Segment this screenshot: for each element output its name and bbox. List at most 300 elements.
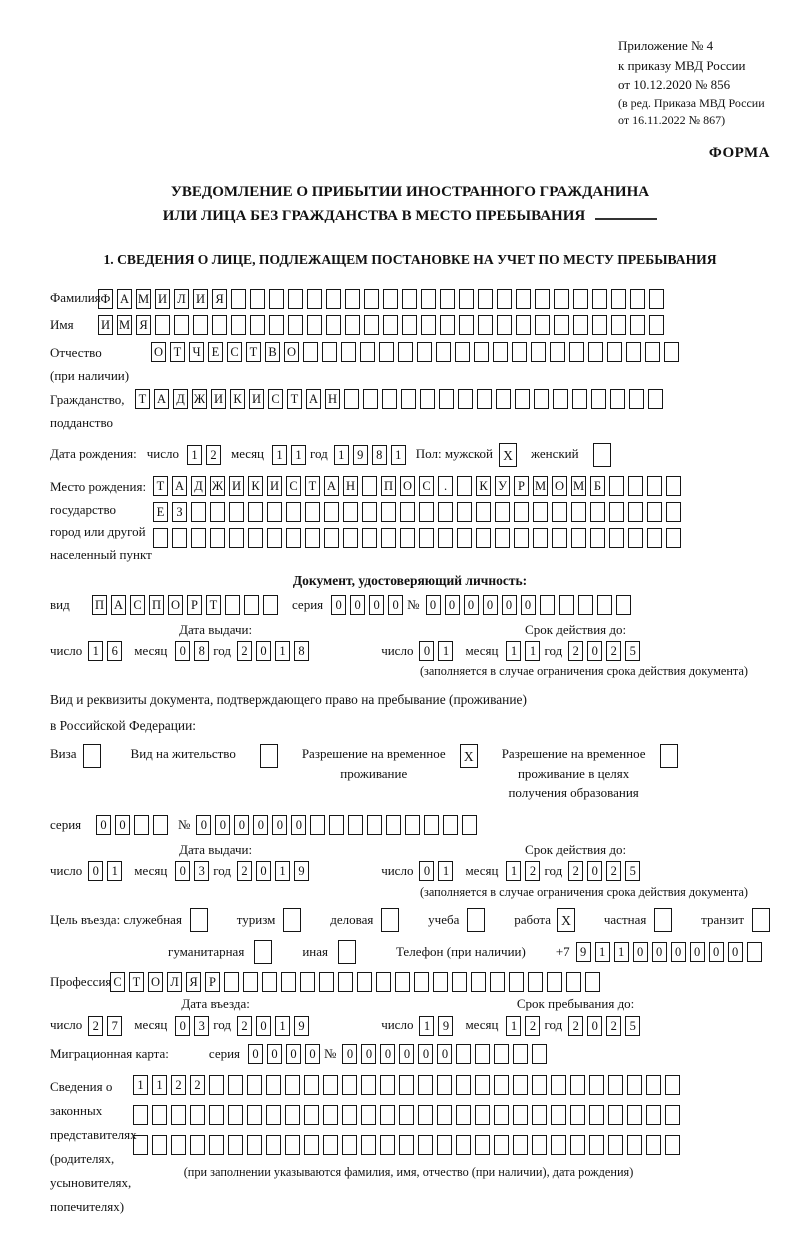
char-cell[interactable] [570,1135,585,1155]
char-cell[interactable]: 0 [419,641,434,661]
char-cell[interactable] [300,972,315,992]
char-cell[interactable] [342,1075,357,1095]
char-cell[interactable]: 0 [88,861,103,881]
char-cell[interactable] [247,1135,262,1155]
char-cell[interactable]: У [495,476,510,496]
char-cell[interactable]: 0 [350,595,365,615]
char-cell[interactable] [248,528,263,548]
char-cell[interactable]: О [552,476,567,496]
char-cell[interactable] [285,1075,300,1095]
char-cell[interactable] [456,1135,471,1155]
char-cell[interactable]: 0 [419,861,434,881]
char-cell[interactable] [439,389,454,409]
char-cell[interactable] [357,972,372,992]
char-cell[interactable]: 0 [256,641,271,661]
char-cell[interactable] [478,315,493,335]
char-cell[interactable] [285,1135,300,1155]
char-cell[interactable]: 0 [272,815,287,835]
char-cell[interactable]: 3 [194,1016,209,1036]
char-cell[interactable]: Ф [98,289,113,309]
char-cell[interactable] [381,528,396,548]
char-cell[interactable]: Ж [210,476,225,496]
char-cell[interactable]: 1 [133,1075,148,1095]
char-cell[interactable] [456,1044,471,1064]
char-cell[interactable] [362,528,377,548]
char-cell[interactable]: Р [205,972,220,992]
char-cell[interactable]: 8 [194,641,209,661]
char-cell[interactable] [383,315,398,335]
char-cell[interactable] [578,595,593,615]
char-cell[interactable]: 0 [291,815,306,835]
char-cell[interactable] [243,972,258,992]
char-cell[interactable] [494,1075,509,1095]
char-cell[interactable] [402,315,417,335]
char-cell[interactable] [263,595,278,615]
char-cell[interactable] [225,595,240,615]
char-cell[interactable] [343,528,358,548]
char-cell[interactable]: Т [135,389,150,409]
char-cell[interactable]: 9 [294,861,309,881]
char-cell[interactable] [210,528,225,548]
char-cell[interactable]: 1 [595,942,610,962]
char-cell[interactable]: А [111,595,126,615]
char-cell[interactable]: М [533,476,548,496]
char-cell[interactable] [647,528,662,548]
char-cell[interactable] [443,815,458,835]
char-cell[interactable]: 6 [107,641,122,661]
char-cell[interactable] [592,315,607,335]
char-cell[interactable] [590,528,605,548]
char-cell[interactable]: 3 [194,861,209,881]
char-cell[interactable]: Т [206,595,221,615]
char-cell[interactable] [267,528,282,548]
char-cell[interactable] [342,1105,357,1125]
char-cell[interactable] [210,502,225,522]
char-cell[interactable] [496,389,511,409]
char-cell[interactable] [438,502,453,522]
char-cell[interactable]: Е [208,342,223,362]
char-cell[interactable] [597,595,612,615]
char-cell[interactable] [747,942,762,962]
char-cell[interactable]: 0 [369,595,384,615]
char-cell[interactable] [475,1135,490,1155]
char-cell[interactable] [585,972,600,992]
char-cell[interactable] [573,315,588,335]
char-cell[interactable]: П [92,595,107,615]
char-cell[interactable] [609,502,624,522]
char-cell[interactable] [229,502,244,522]
char-cell[interactable]: Т [170,342,185,362]
char-cell[interactable]: 9 [576,942,591,962]
char-cell[interactable]: Л [167,972,182,992]
char-cell[interactable]: 0 [196,815,211,835]
char-cell[interactable] [363,389,378,409]
char-cell[interactable]: М [117,315,132,335]
char-cell[interactable] [627,1135,642,1155]
char-cell[interactable] [571,502,586,522]
char-cell[interactable] [424,815,439,835]
char-cell[interactable]: 0 [399,1044,414,1064]
char-cell[interactable] [547,972,562,992]
char-cell[interactable]: 2 [525,1016,540,1036]
char-cell[interactable]: О [148,972,163,992]
char-cell[interactable] [534,389,549,409]
char-cell[interactable]: 1 [187,445,202,465]
char-cell[interactable]: И [155,289,170,309]
char-cell[interactable]: Д [173,389,188,409]
char-cell[interactable]: С [227,342,242,362]
char-cell[interactable] [535,315,550,335]
char-cell[interactable] [497,289,512,309]
purpose-work-checkbox[interactable]: X [557,908,575,932]
char-cell[interactable] [494,1044,509,1064]
char-cell[interactable]: О [168,595,183,615]
char-cell[interactable] [559,595,574,615]
char-cell[interactable]: Т [129,972,144,992]
char-cell[interactable] [440,289,455,309]
char-cell[interactable] [608,1135,623,1155]
purpose-business-checkbox[interactable] [381,908,399,932]
char-cell[interactable] [570,1105,585,1125]
char-cell[interactable] [229,528,244,548]
char-cell[interactable] [666,528,681,548]
char-cell[interactable]: 1 [152,1075,167,1095]
char-cell[interactable] [380,1105,395,1125]
char-cell[interactable] [303,342,318,362]
char-cell[interactable] [266,1135,281,1155]
char-cell[interactable] [569,342,584,362]
purpose-study-checkbox[interactable] [467,908,485,932]
char-cell[interactable] [133,1135,148,1155]
char-cell[interactable] [512,342,527,362]
char-cell[interactable]: 2 [525,861,540,881]
char-cell[interactable] [457,502,472,522]
char-cell[interactable] [286,502,301,522]
char-cell[interactable] [665,1075,680,1095]
char-cell[interactable]: Ж [192,389,207,409]
char-cell[interactable]: 2 [237,1016,252,1036]
char-cell[interactable]: 9 [294,1016,309,1036]
char-cell[interactable] [458,389,473,409]
char-cell[interactable] [380,1135,395,1155]
char-cell[interactable] [362,502,377,522]
char-cell[interactable]: 0 [728,942,743,962]
char-cell[interactable]: 2 [568,641,583,661]
char-cell[interactable] [376,972,391,992]
char-cell[interactable] [478,289,493,309]
sex-male-checkbox[interactable]: X [499,443,517,467]
char-cell[interactable] [629,389,644,409]
char-cell[interactable] [456,1075,471,1095]
char-cell[interactable] [528,972,543,992]
char-cell[interactable] [554,315,569,335]
char-cell[interactable] [665,1105,680,1125]
edu-residence-checkbox[interactable] [660,744,678,768]
char-cell[interactable]: 0 [521,595,536,615]
char-cell[interactable] [532,1105,547,1125]
char-cell[interactable] [417,342,432,362]
char-cell[interactable] [457,476,472,496]
char-cell[interactable]: 2 [568,861,583,881]
char-cell[interactable] [343,502,358,522]
char-cell[interactable] [592,289,607,309]
char-cell[interactable] [361,1135,376,1155]
char-cell[interactable] [437,1075,452,1095]
char-cell[interactable]: А [324,476,339,496]
char-cell[interactable]: 0 [633,942,648,962]
char-cell[interactable] [344,389,359,409]
purpose-other-checkbox[interactable] [338,940,356,964]
char-cell[interactable] [666,502,681,522]
char-cell[interactable]: 2 [606,1016,621,1036]
char-cell[interactable]: 1 [291,445,306,465]
char-cell[interactable] [304,1075,319,1095]
char-cell[interactable] [361,1105,376,1125]
char-cell[interactable]: О [400,476,415,496]
char-cell[interactable] [380,1075,395,1095]
purpose-official-checkbox[interactable] [190,908,208,932]
char-cell[interactable] [247,1075,262,1095]
char-cell[interactable] [421,289,436,309]
char-cell[interactable]: 0 [286,1044,301,1064]
char-cell[interactable] [588,342,603,362]
purpose-transit-checkbox[interactable] [752,908,770,932]
char-cell[interactable] [573,289,588,309]
char-cell[interactable] [341,342,356,362]
char-cell[interactable] [228,1105,243,1125]
char-cell[interactable]: С [110,972,125,992]
char-cell[interactable]: 9 [353,445,368,465]
char-cell[interactable]: Я [186,972,201,992]
char-cell[interactable] [171,1135,186,1155]
char-cell[interactable]: 0 [464,595,479,615]
char-cell[interactable] [455,342,470,362]
char-cell[interactable] [552,528,567,548]
char-cell[interactable]: 2 [606,641,621,661]
char-cell[interactable] [420,389,435,409]
char-cell[interactable] [155,315,170,335]
char-cell[interactable] [494,1135,509,1155]
char-cell[interactable]: 0 [96,815,111,835]
char-cell[interactable] [608,1105,623,1125]
char-cell[interactable] [367,815,382,835]
char-cell[interactable] [535,289,550,309]
char-cell[interactable] [533,528,548,548]
char-cell[interactable] [133,1105,148,1125]
char-cell[interactable] [190,1135,205,1155]
char-cell[interactable]: 0 [380,1044,395,1064]
char-cell[interactable]: Т [153,476,168,496]
char-cell[interactable]: С [286,476,301,496]
char-cell[interactable]: З [172,502,187,522]
char-cell[interactable] [228,1075,243,1095]
char-cell[interactable]: 0 [418,1044,433,1064]
char-cell[interactable]: Т [305,476,320,496]
char-cell[interactable] [646,1075,661,1095]
char-cell[interactable] [648,389,663,409]
char-cell[interactable] [193,315,208,335]
char-cell[interactable]: 1 [438,641,453,661]
char-cell[interactable]: 0 [361,1044,376,1064]
char-cell[interactable] [589,1075,604,1095]
char-cell[interactable] [513,1135,528,1155]
char-cell[interactable]: 0 [342,1044,357,1064]
char-cell[interactable] [386,815,401,835]
char-cell[interactable] [433,972,448,992]
purpose-tourism-checkbox[interactable] [283,908,301,932]
char-cell[interactable]: 1 [419,1016,434,1036]
temp-residence-checkbox[interactable]: X [460,744,478,768]
char-cell[interactable] [250,315,265,335]
char-cell[interactable] [646,1105,661,1125]
char-cell[interactable] [665,1135,680,1155]
char-cell[interactable] [228,1135,243,1155]
char-cell[interactable] [516,289,531,309]
char-cell[interactable]: Ч [189,342,204,362]
char-cell[interactable]: И [193,289,208,309]
char-cell[interactable] [171,1105,186,1125]
char-cell[interactable] [630,289,645,309]
char-cell[interactable] [323,1135,338,1155]
char-cell[interactable] [609,476,624,496]
char-cell[interactable] [383,289,398,309]
visa-checkbox[interactable] [83,744,101,768]
char-cell[interactable]: 0 [175,1016,190,1036]
char-cell[interactable] [566,972,581,992]
char-cell[interactable] [402,289,417,309]
char-cell[interactable] [324,502,339,522]
char-cell[interactable] [554,289,569,309]
char-cell[interactable]: О [151,342,166,362]
char-cell[interactable] [514,502,529,522]
char-cell[interactable]: 8 [372,445,387,465]
char-cell[interactable]: 5 [625,1016,640,1036]
char-cell[interactable] [224,972,239,992]
char-cell[interactable]: В [265,342,280,362]
char-cell[interactable] [533,502,548,522]
char-cell[interactable] [474,342,489,362]
char-cell[interactable] [459,315,474,335]
char-cell[interactable] [452,972,467,992]
char-cell[interactable] [304,1105,319,1125]
char-cell[interactable]: 2 [171,1075,186,1095]
char-cell[interactable] [191,502,206,522]
char-cell[interactable] [630,315,645,335]
char-cell[interactable]: 0 [709,942,724,962]
char-cell[interactable] [345,289,360,309]
char-cell[interactable]: 0 [587,1016,602,1036]
char-cell[interactable] [628,528,643,548]
char-cell[interactable] [231,315,246,335]
char-cell[interactable] [319,972,334,992]
char-cell[interactable]: А [306,389,321,409]
char-cell[interactable]: 9 [438,1016,453,1036]
char-cell[interactable]: 1 [506,641,521,661]
char-cell[interactable] [516,315,531,335]
char-cell[interactable] [628,476,643,496]
char-cell[interactable] [589,1105,604,1125]
char-cell[interactable]: 0 [690,942,705,962]
char-cell[interactable] [513,1105,528,1125]
char-cell[interactable] [399,1075,414,1095]
char-cell[interactable] [266,1075,281,1095]
char-cell[interactable] [590,502,605,522]
char-cell[interactable]: И [98,315,113,335]
char-cell[interactable]: 0 [445,595,460,615]
char-cell[interactable] [437,1135,452,1155]
char-cell[interactable]: 5 [625,641,640,661]
char-cell[interactable] [209,1075,224,1095]
char-cell[interactable] [609,528,624,548]
char-cell[interactable] [551,1075,566,1095]
char-cell[interactable] [172,528,187,548]
char-cell[interactable] [262,972,277,992]
char-cell[interactable]: 1 [275,1016,290,1036]
char-cell[interactable] [288,315,303,335]
char-cell[interactable] [269,315,284,335]
char-cell[interactable]: 8 [294,641,309,661]
char-cell[interactable]: 5 [625,861,640,881]
char-cell[interactable]: Я [136,315,151,335]
char-cell[interactable] [323,1105,338,1125]
char-cell[interactable]: 2 [568,1016,583,1036]
char-cell[interactable] [401,389,416,409]
char-cell[interactable] [456,1105,471,1125]
char-cell[interactable] [418,1105,433,1125]
char-cell[interactable] [153,815,168,835]
char-cell[interactable] [514,528,529,548]
char-cell[interactable]: 0 [234,815,249,835]
char-cell[interactable] [515,389,530,409]
char-cell[interactable] [250,289,265,309]
char-cell[interactable] [379,342,394,362]
char-cell[interactable] [490,972,505,992]
char-cell[interactable] [361,1075,376,1095]
char-cell[interactable]: 2 [206,445,221,465]
char-cell[interactable]: Р [514,476,529,496]
char-cell[interactable] [267,502,282,522]
char-cell[interactable]: Р [187,595,202,615]
char-cell[interactable] [476,502,491,522]
residence-permit-checkbox[interactable] [260,744,278,768]
char-cell[interactable] [382,389,397,409]
char-cell[interactable]: И [249,389,264,409]
char-cell[interactable] [626,342,641,362]
char-cell[interactable] [381,502,396,522]
char-cell[interactable]: Я [212,289,227,309]
char-cell[interactable] [664,342,679,362]
char-cell[interactable] [647,502,662,522]
char-cell[interactable]: 2 [237,641,252,661]
char-cell[interactable]: 0 [671,942,686,962]
char-cell[interactable] [551,1105,566,1125]
char-cell[interactable] [285,1105,300,1125]
char-cell[interactable] [589,1135,604,1155]
char-cell[interactable] [462,815,477,835]
char-cell[interactable]: 2 [237,861,252,881]
char-cell[interactable] [440,315,455,335]
char-cell[interactable] [607,342,622,362]
char-cell[interactable] [286,528,301,548]
char-cell[interactable]: П [381,476,396,496]
char-cell[interactable] [649,315,664,335]
char-cell[interactable] [477,389,492,409]
char-cell[interactable] [322,342,337,362]
char-cell[interactable] [281,972,296,992]
char-cell[interactable]: 2 [190,1075,205,1095]
char-cell[interactable]: С [419,476,434,496]
char-cell[interactable] [395,972,410,992]
